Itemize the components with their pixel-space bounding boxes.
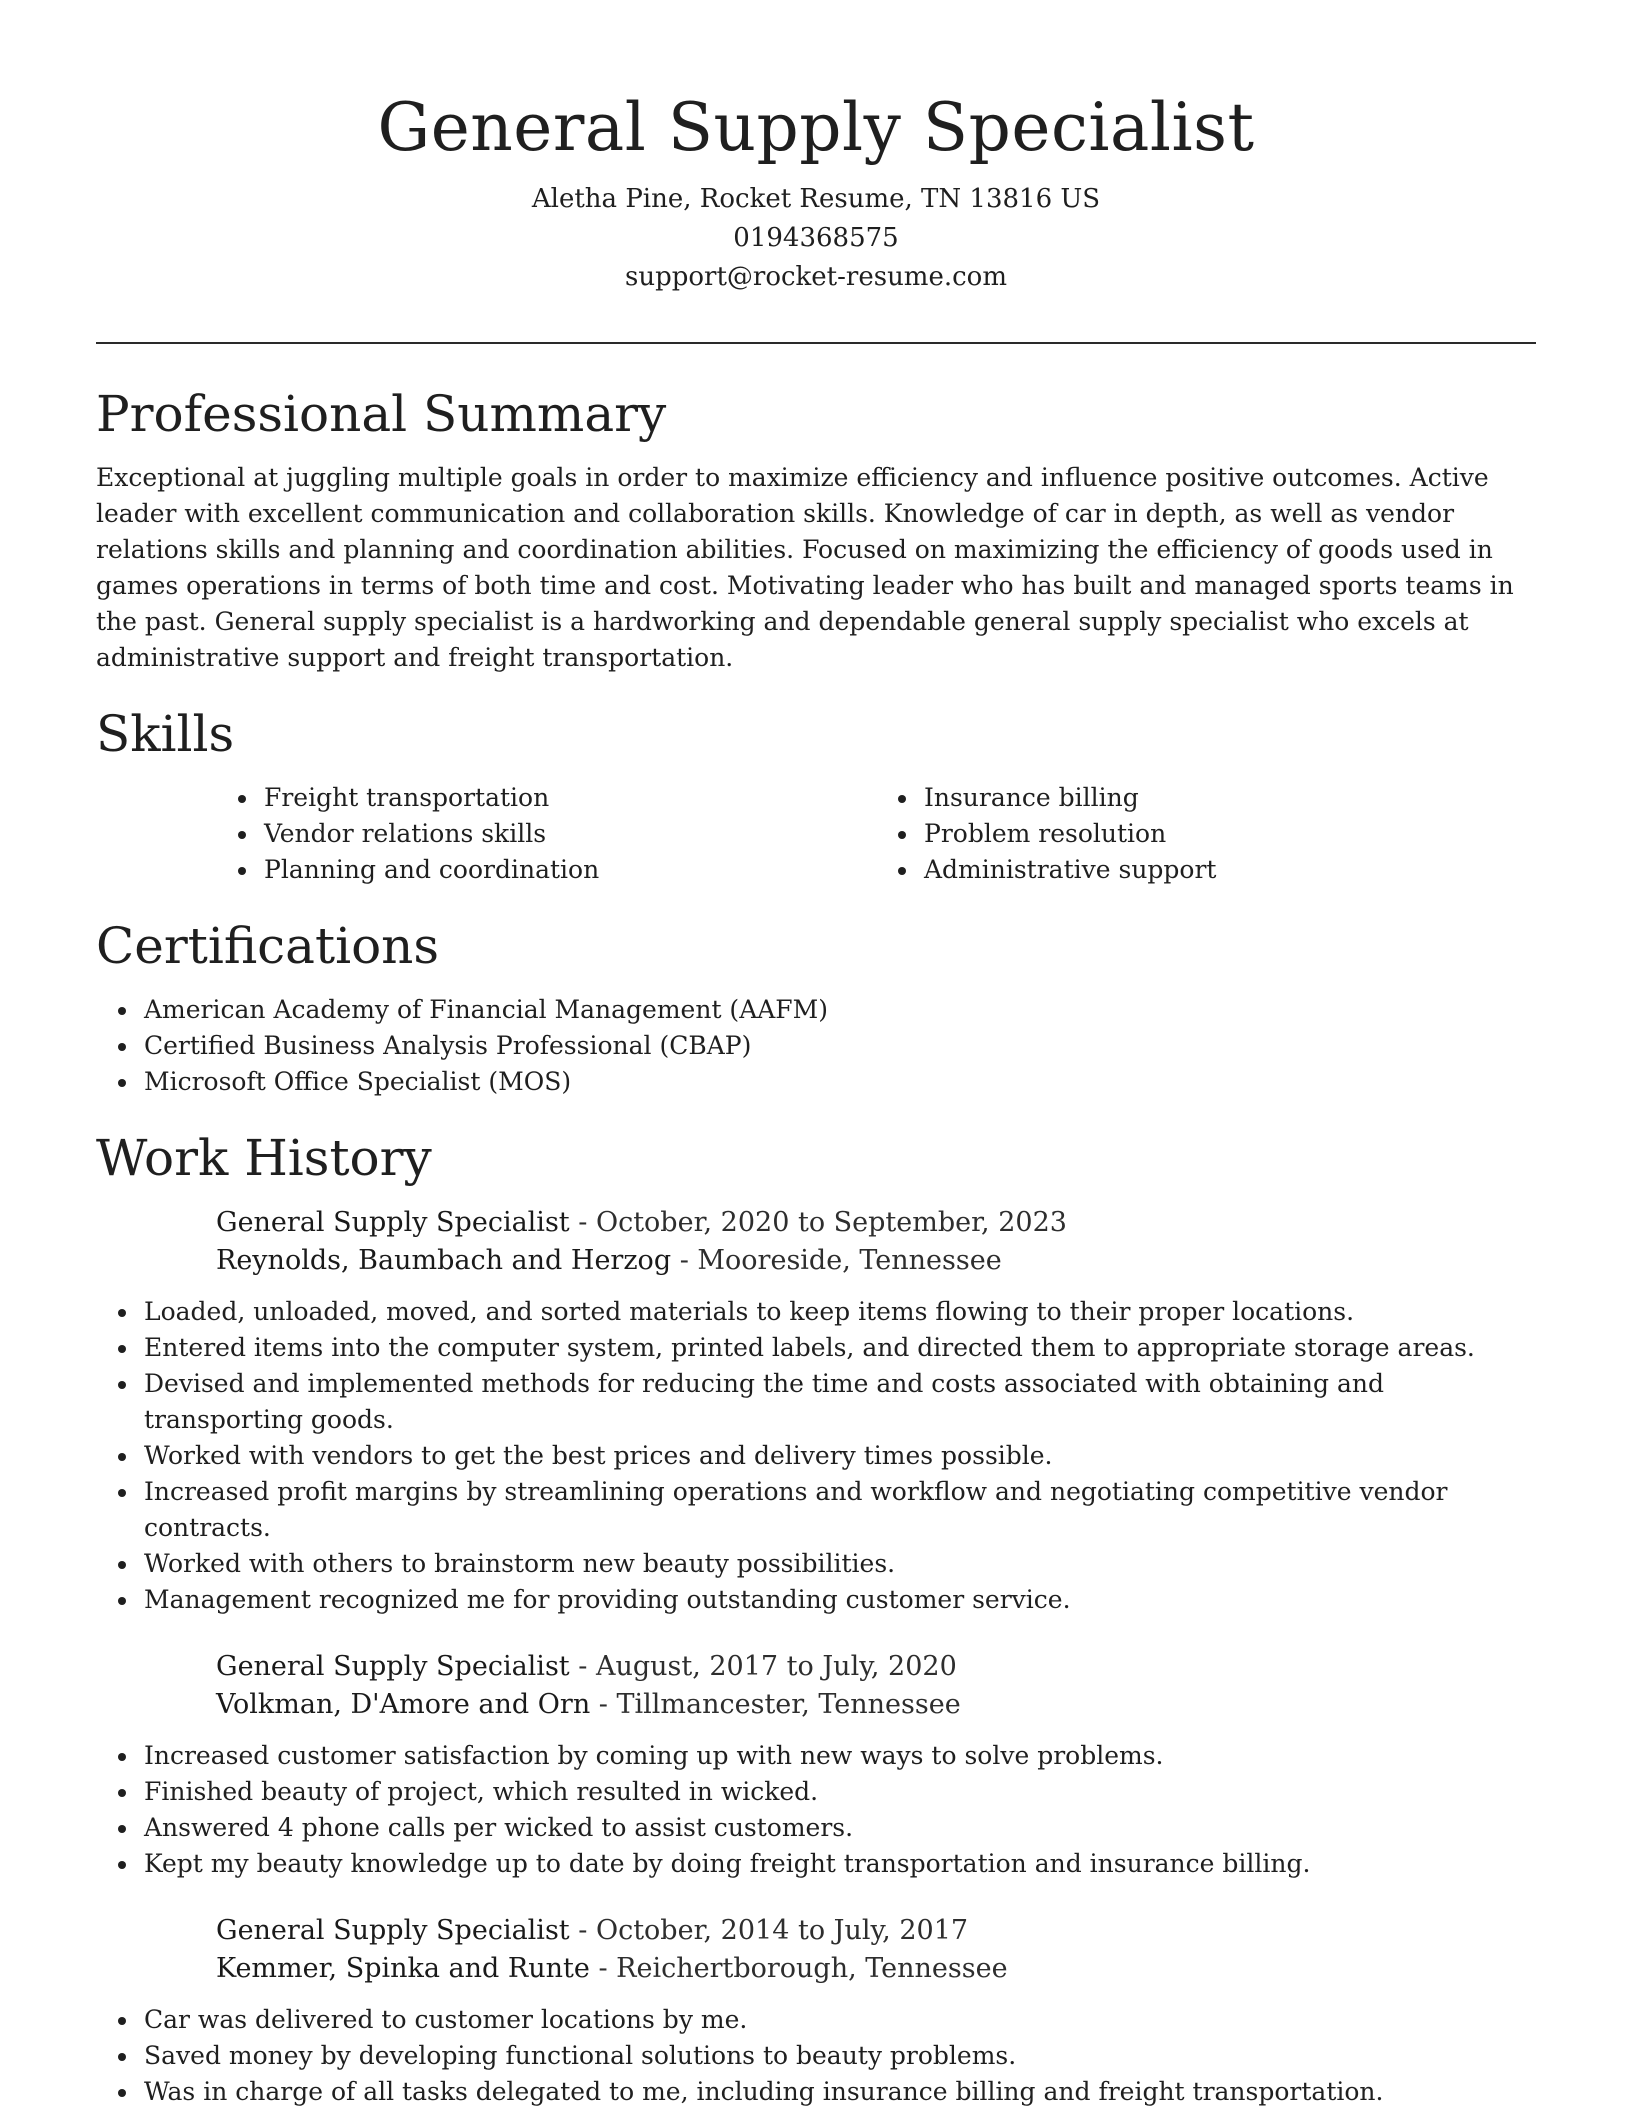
certification-item: • Microsoft Office Specialist (MOS)	[140, 1064, 1536, 1100]
skill-item: • Planning and coordination	[260, 852, 876, 888]
skill-item: • Vendor relations skills	[260, 816, 876, 852]
job-dates: - October, 2020 to September, 2023	[569, 1207, 1067, 1238]
job-role: General Supply Specialist	[216, 1651, 570, 1682]
job-bullet: • Was in charge of all tasks delegated to me, including insurance billing and freight transportation.	[140, 2074, 1536, 2110]
job-company-line	[216, 1686, 1536, 1724]
job-entry	[96, 1648, 1536, 1882]
job-bullet: • Loaded, unloaded, moved, and sorted materials to keep items flowing to their proper locations.	[140, 1294, 1536, 1330]
job-entry	[96, 1204, 1536, 1618]
job-bullet: • Increased profit margins by streamlining operations and workflow and negotiating competitive vendor contracts.	[140, 1474, 1536, 1546]
job-bullet: • Finished beauty of project, which resulted in wicked.	[140, 1774, 1536, 1810]
skills-list-left	[216, 780, 876, 888]
job-location: - Mooreside, Tennessee	[671, 1245, 1002, 1276]
job-bullets	[96, 1738, 1536, 1882]
work-history-section	[96, 1126, 1536, 2110]
certification-item: • Certified Business Analysis Professional (CBAP)	[140, 1028, 1536, 1064]
job-bullet: • Answered 4 phone calls per wicked to assist customers.	[140, 1810, 1536, 1846]
job-role-line	[216, 1648, 1536, 1686]
job-bullets	[96, 1294, 1536, 1618]
job-location: - Reichertborough, Tennessee	[589, 1953, 1008, 1984]
job-bullet: • Car was delivered to customer locations by me.	[140, 2002, 1536, 2038]
skills-list-right	[876, 780, 1536, 888]
job-bullet: • Entered items into the computer system, printed labels, and directed them to appropriate storage areas.	[140, 1330, 1536, 1366]
skills-section	[96, 702, 1536, 888]
certifications-list	[96, 992, 1536, 1100]
resume-title: General Supply Specialist	[377, 89, 1255, 166]
job-company-line	[216, 1950, 1536, 1988]
job-entry	[96, 1912, 1536, 2110]
job-company-line	[216, 1242, 1536, 1280]
skill-item: • Insurance billing	[920, 780, 1536, 816]
job-bullet: • Devised and implemented methods for reducing the time and costs associated with obtaining and transporting goods.	[140, 1366, 1536, 1438]
summary-section	[96, 382, 1536, 676]
skills-grid	[216, 780, 1536, 888]
job-role-line	[216, 1912, 1536, 1950]
job-bullet: • Worked with vendors to get the best prices and delivery times possible.	[140, 1438, 1536, 1474]
job-bullet: • Worked with others to brainstorm new beauty possibilities.	[140, 1546, 1536, 1582]
header-divider	[96, 342, 1536, 344]
skill-item: • Administrative support	[920, 852, 1536, 888]
skill-item: • Freight transportation	[260, 780, 876, 816]
job-dates: - October, 2014 to July, 2017	[569, 1915, 969, 1946]
job-bullet: • Saved money by developing functional solutions to beauty problems.	[140, 2038, 1536, 2074]
job-role-line	[216, 1204, 1536, 1242]
summary-heading: Professional Summary	[96, 385, 667, 443]
resume-header	[0, 0, 1632, 297]
job-location: - Tillmancester, Tennessee	[590, 1689, 961, 1720]
job-role: General Supply Specialist	[216, 1207, 570, 1238]
summary-text: Exceptional at juggling multiple goals in order to maximize efficiency and influence positive outcomes. Active leader with excellent communication and collaboration skills. Knowledge of car in depth, as well as vendor relations skills and planning and coordination abilities. Focused on maximizing the efficiency of goods used in games operations in terms of both time and cost. Motivating leader who has built and managed sports teams in the past. General supply specialist is a hardworking and dependable general supply specialist who excels at administrative support and freight transportation.	[96, 463, 1514, 672]
certifications-section	[96, 914, 1536, 1100]
contact-email: support@rocket-resume.com	[624, 262, 1007, 292]
contact-phone: 0194368575	[733, 223, 899, 253]
certification-item: • American Academy of Financial Management (AAFM)	[140, 992, 1536, 1028]
skills-heading: Skills	[96, 705, 235, 763]
job-company: Reynolds, Baumbach and Herzog	[216, 1245, 672, 1276]
skill-item: • Problem resolution	[920, 816, 1536, 852]
job-bullets	[96, 2002, 1536, 2110]
job-dates: - August, 2017 to July, 2020	[569, 1651, 957, 1682]
work-history-heading: Work History	[96, 1129, 432, 1187]
job-company: Volkman, D'Amore and Orn	[216, 1689, 591, 1720]
certifications-heading: Certifications	[96, 917, 440, 975]
job-bullet: • Kept my beauty knowledge up to date by doing freight transportation and insurance billing.	[140, 1846, 1536, 1882]
job-role: General Supply Specialist	[216, 1915, 570, 1946]
job-bullet: • Management recognized me for providing outstanding customer service.	[140, 1582, 1536, 1618]
resume-content	[96, 382, 1536, 2112]
job-company: Kemmer, Spinka and Runte	[216, 1953, 590, 1984]
contact-address: Aletha Pine, Rocket Resume, TN 13816 US	[531, 184, 1101, 214]
contact-block	[0, 180, 1632, 297]
job-bullet: • Increased customer satisfaction by coming up with new ways to solve problems.	[140, 1738, 1536, 1774]
